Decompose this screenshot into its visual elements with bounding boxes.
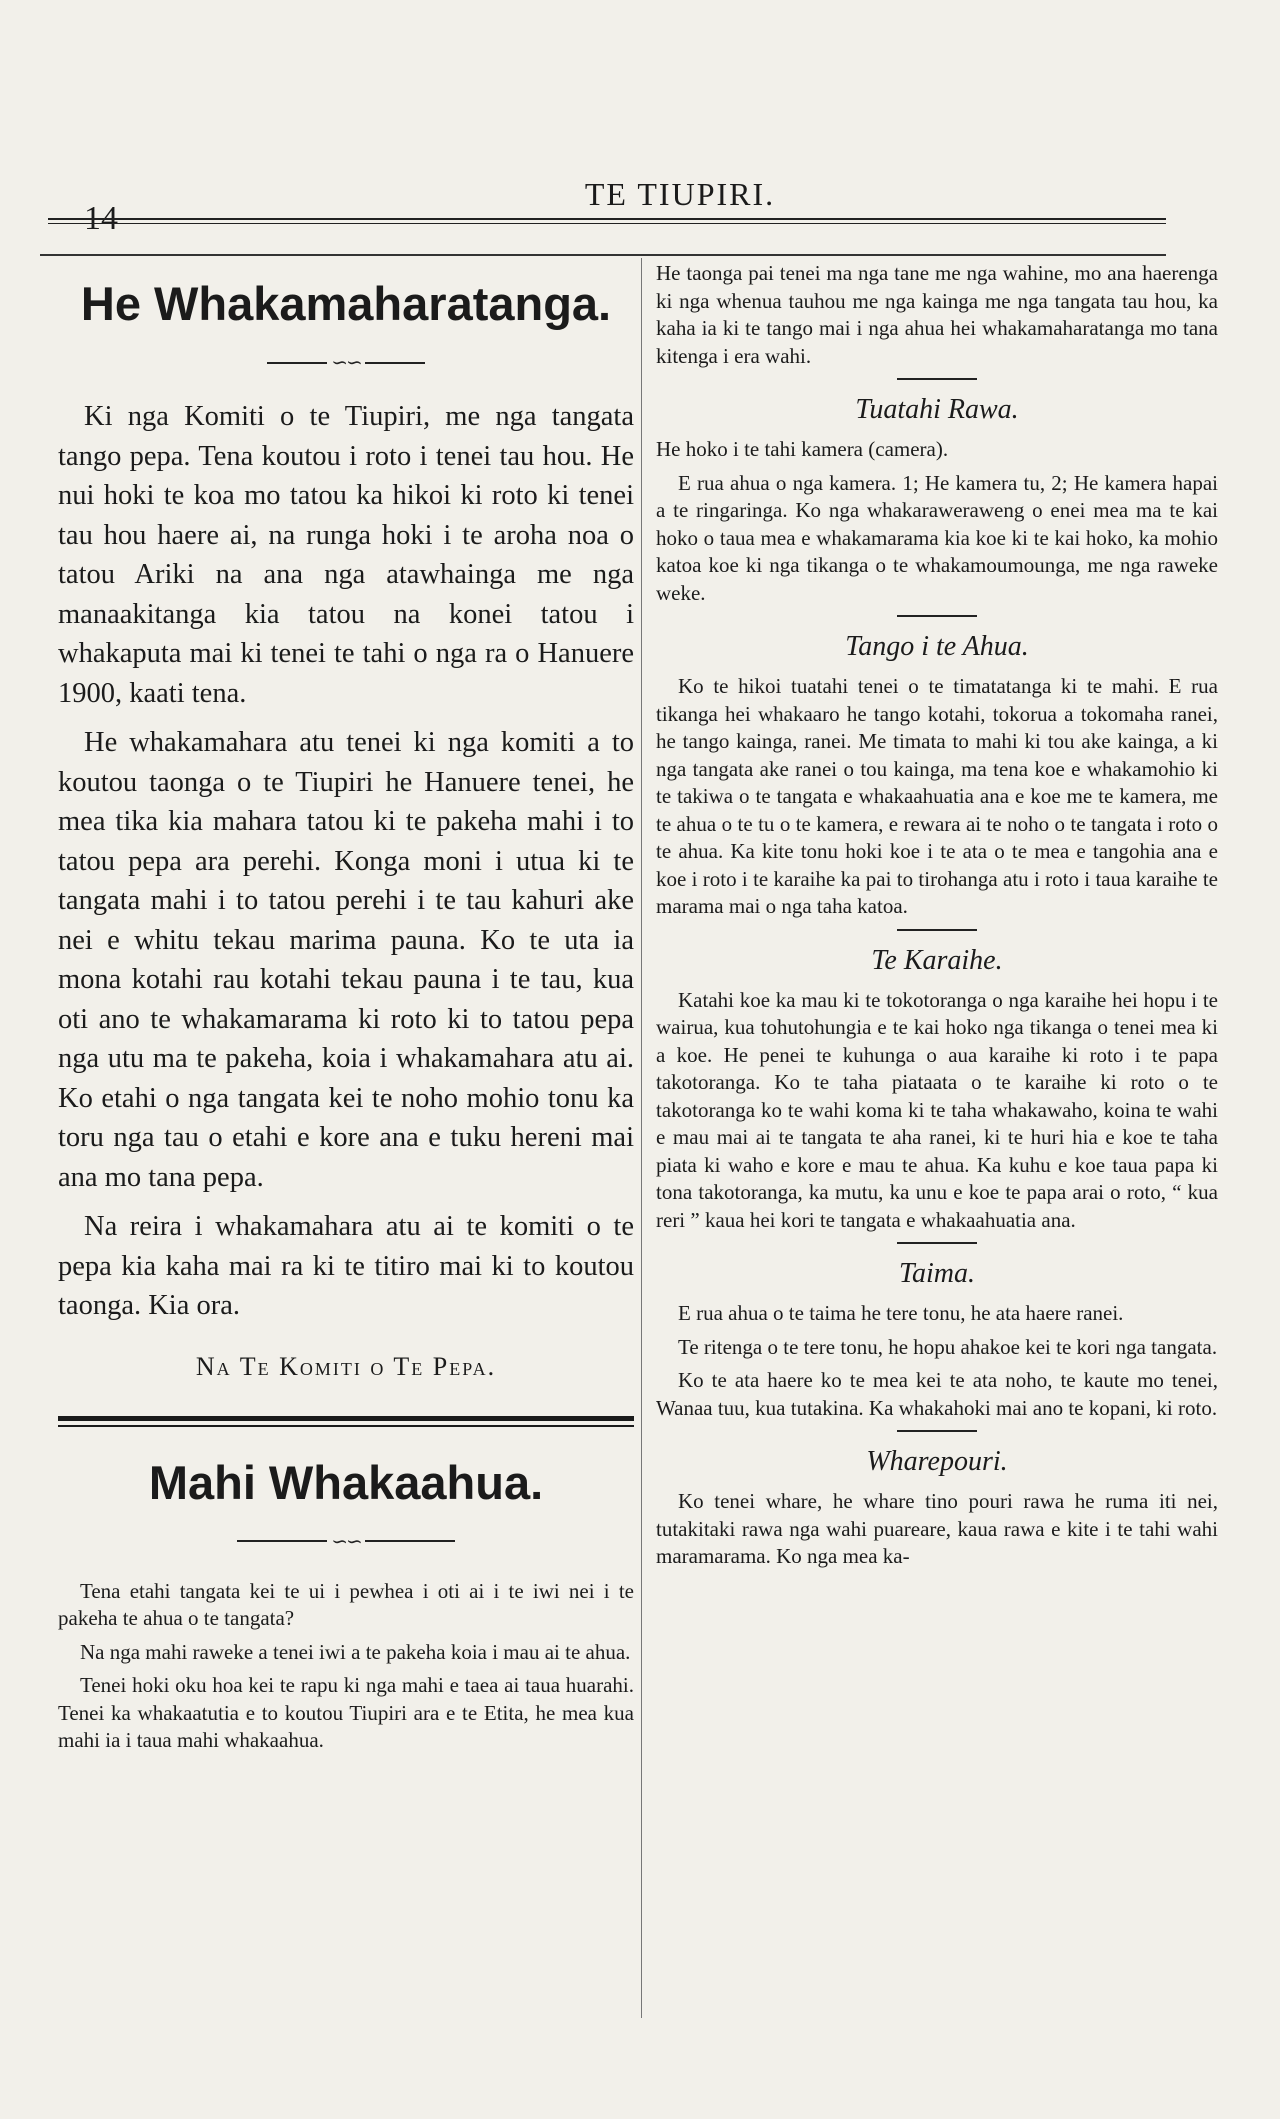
short-rule [897,378,977,380]
flourish-icon: ∽∽ [331,352,361,375]
article-body [58,1578,634,1755]
article-paragraph: Tenei hoki oku hoa kei te rapu ki nga mahi e taea ai taua huarahi. Tenei ka whakaatutia e to koutou Tiupiri ara e te Etita, he mea kua mahi ia i taua mahi whakaahua. [58,1673,634,1753]
section-rule-thin [58,1425,634,1427]
short-rule [897,1430,977,1432]
section-wharepouri [656,1446,1218,1571]
running-title: TE TIUPIRI. [584,176,776,212]
header-rule-thin [40,254,1166,256]
left-column [58,260,634,1761]
right-column [656,260,1218,1577]
section-paragraph: E rua ahua o te taima he tere tonu, he ata haere ranei. [678,1301,1124,1325]
notice-paragraph: Ki nga Komiti o te Tiupiri, me nga tangata tango pepa. Tena koutou i roto i tenei tau hou. He nui hoki te koa mo tatou ka hikoi ki roto ki tenei tau hou haere ai, na runga hoki i te aroha noa o tatou Ariki na ana nga atawhainga me nga manaakitanga kia tatou na konei tatou i whakaputa mai ki tenei te tahi o nga ra o Hanuere 1900, kaati tena. [58,401,634,709]
short-rule [897,929,977,931]
notice-title: He Whakamaharatanga. [80,277,612,330]
section-karaihe [656,945,1218,1235]
section-paragraph: Te ritenga o te tere tonu, he hopu ahakoe kei te kori nga tangata. [678,1334,1218,1359]
section-paragraph: Ko te hikoi tuatahi tenei o te timatatanga ki te mahi. E rua tikanga hei whakaaro he tango kotahi, tokorua a tokomaha ranei, he tango kainga, ranei. Me timata to mahi ki tou ake kainga, a ki nga tangata ake ranei o tou kainga, ma tena koe e whakamohio ki te takiwa o te tangata e whakaahuatia ana e koe me te kamera, me te ahua o te tu o te kamera, e rewara ai te noho o te tangata i roto o te ahua. Ka kite tonu hoki koe i te ata o te mea e tangohia ana e koe i roto i te karaihe ka pai to tirohanga atu i roto i taua karaihe te marama mai o nga taha katoa. [656,674,1218,918]
section-paragraph: He hoko i te tahi kamera (camera). [656,437,949,461]
section-heading: Wharepouri. [866,1446,1008,1477]
section-tango [656,631,1218,921]
section-heading: Tuatahi Rawa. [855,394,1019,425]
flourish-icon: ∽∽ [331,1530,361,1553]
section-heading: Tango i te Ahua. [845,631,1029,662]
section-paragraph: Ko tenei whare, he whare tino pouri rawa he ruma iti nei, tutakitaki rawa nga wahi puareare, kaua rawa e kite i te tahi wahi maramarama. Ko nga mea ka- [656,1489,1218,1568]
section-heading: Taima. [898,1258,975,1289]
short-rule [897,615,977,617]
section-taima [656,1258,1218,1422]
notice-paragraph: He whakamahara atu tenei ki nga komiti a to koutou taonga o te Tiupiri he Hanuere tenei, he mea tika kia mahara tatou ki te pakeha mahi i to tatou pepa ara perehi. Konga moni i utua ki te tangata mahi i to tatou perehi i te tau kahuri ake nei e whitu tekau marima pauna. Ko te uta ia mona kotahi rau kotahi tekau pauna i te tau, kua oti ano te whakamarama ki roto ki to tatou pepa nga utu ma te pakeha, koia i whakamahara atu ai. Ko etahi o nga tangata kei te noho mohio tonu ka toru nga tau o etahi e kore ana e tuku hereni mai ana mo tana pepa. [58,727,634,1193]
title-ornament [58,1526,634,1553]
notice-signature: Na Te Komiti o Te Pepa. [195,1351,497,1381]
section-paragraph: E rua ahua o nga kamera. 1; He kamera tu, 2; He kamera hapai a te ringaringa. Ko nga whakaraweraweng o enei mea ma te kai hoko o taua mea e whakamarama kia koe ki te kai hoko, ka mohio katoa koe ki nga tikanga o te whakamoumounga, me nga raweke weke. [656,470,1218,605]
section-paragraph: Katahi koe ka mau ki te tokotoranga o nga karaihe hei hopu i te wairua, kua tohutohungia e te kai hoko nga tikanga o tenei mea ki a koe. He penei te kuhunga o aua karaihe ki roto i te papa takotoranga. Ko te taha piataata o te karaihe ki roto o te takotoranga ko te wahi koma ki te taha whakawaho, koina te wahi e mau mai ai te tangata te aha ranei, ki te huri hia e koe te taha piata ki waho e kore e mau te ahua. Ka kuhu e koe taua papa ki tona takotoranga, ka mutu, ka unu e koe te papa arai o roto, “ kua reri ” kaua hei kori te tangata e whakaahuatia ana. [656,987,1218,1232]
page-number: 14 [84,200,118,237]
section-rule [58,1416,634,1421]
section-heading: Te Karaihe. [871,944,1003,976]
short-rule [897,1242,977,1244]
column-divider [641,258,642,2018]
intro-paragraph: He taonga pai tenei ma nga tane me nga wahine, mo ana haerenga ki nga whenua tauhou me nga kainga me nga tangata tau hou, ka kaha ia ki te tango mai i nga ahua hei whakamaharatanga mo tana kitenga i era wahi. [656,261,1218,368]
notice-body [58,397,634,1326]
article-paragraph: Na nga mahi raweke a tenei iwi a te pakeha koia i mau ai te ahua. [80,1639,631,1664]
section-tuatahi [656,394,1218,607]
notice-paragraph: Na reira i whakamahara atu ai te komiti o te pepa kia kaha mai ra ki te titiro mai ki to koutou taonga. Kia ora. [58,1211,634,1322]
header-rule [48,218,1166,224]
article-title: Mahi Whakaahua. [148,1455,544,1509]
article-paragraph: Tena etahi tangata kei te ui i pewhea i oti ai i te iwi nei i te pakeha te ahua o te tangata? [58,1578,634,1631]
intro-text [656,260,1218,370]
title-ornament [58,348,634,375]
section-paragraph: Ko te ata haere ko te mea kei te ata noho, te kaute mo tenei, Wanaa tuu, kua tutakina. Ka whakahoki mai ano te kopani, ki roto. [656,1368,1218,1420]
